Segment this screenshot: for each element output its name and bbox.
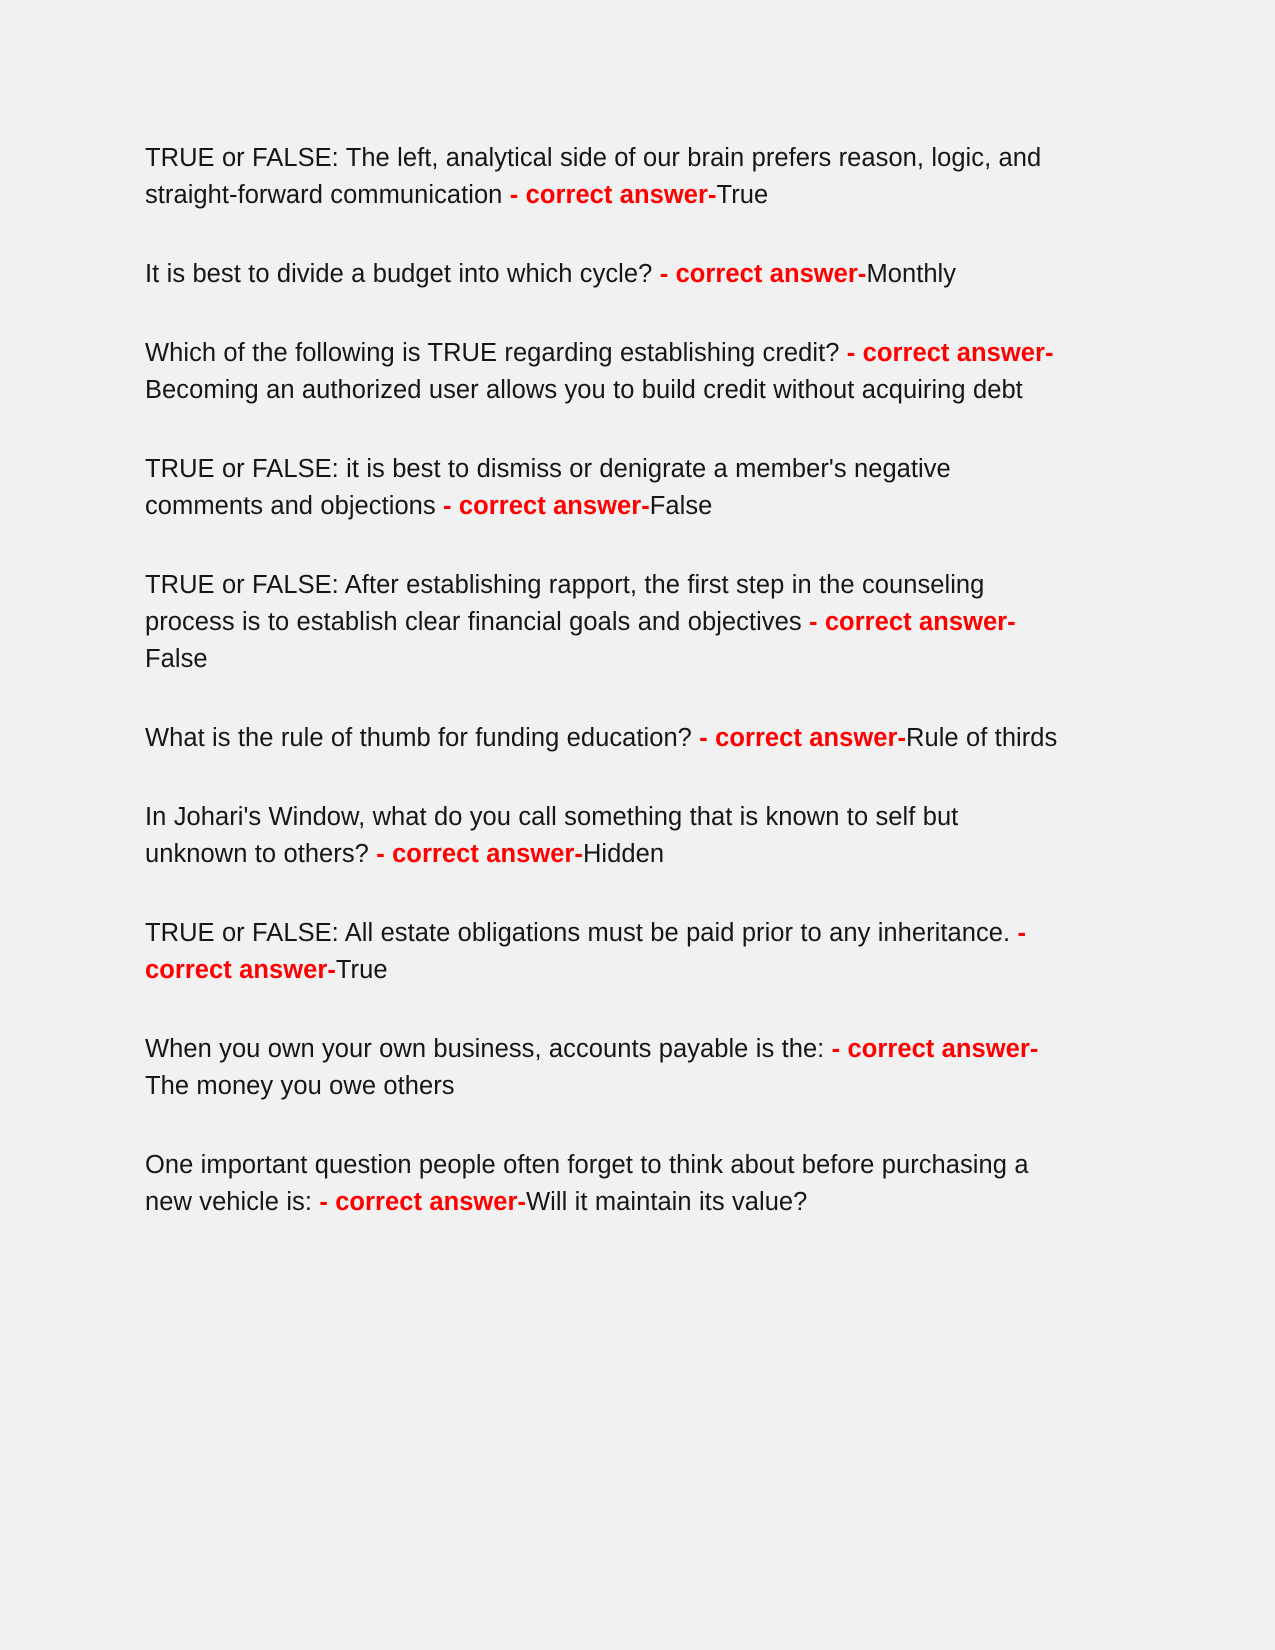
answer-text: Will it maintain its value?	[526, 1188, 808, 1216]
question-text: Which of the following is TRUE regarding establishing credit?	[145, 339, 847, 367]
qa-list	[145, 140, 1060, 1221]
question-text: TRUE or FALSE: All estate obligations must be paid prior to any inheritance.	[145, 919, 1018, 947]
correct-answer-tag: - correct answer-	[443, 492, 650, 520]
answer-text: The money you owe others	[145, 1072, 455, 1100]
question-text: In Johari's Window, what do you call something that is known to self but unknown to others?	[145, 803, 959, 868]
correct-answer-tag: - correct answer-	[659, 260, 867, 288]
answer-text: Monthly	[866, 260, 957, 288]
question-text: TRUE or FALSE: The left, analytical side of our brain prefers reason, logic, and straight-forward communication	[145, 144, 1042, 209]
answer-text: Rule of thirds	[906, 724, 1058, 752]
question-text: TRUE or FALSE: it is best to dismiss or denigrate a member's negative comments and objections	[145, 455, 951, 520]
correct-answer-tag: - correct answer-	[808, 608, 1016, 636]
correct-answer-tag: - correct answer-	[319, 1188, 527, 1216]
qa-item	[145, 720, 1060, 757]
answer-text: True	[716, 181, 769, 209]
qa-item	[145, 335, 1060, 409]
question-text: What is the rule of thumb for funding education?	[145, 724, 700, 752]
correct-answer-tag: - correct answer-	[846, 339, 1054, 367]
correct-answer-tag: - correct answer-	[699, 724, 906, 752]
correct-answer-tag: - correct answer-	[831, 1035, 1039, 1063]
answer-text: True	[335, 956, 388, 984]
qa-item	[145, 451, 1060, 525]
correct-answer-tag: - correct answer-	[509, 181, 717, 209]
answer-text: False	[145, 645, 208, 673]
correct-answer-tag: - correct answer-	[376, 840, 583, 868]
question-text: It is best to divide a budget into which cycle?	[145, 260, 660, 288]
answer-text: Hidden	[582, 840, 665, 868]
qa-item	[145, 915, 1060, 989]
question-text: One important question people often forget to think about before purchasing a new vehicle is:	[145, 1151, 1029, 1216]
qa-item	[145, 799, 1060, 873]
question-text: TRUE or FALSE: After establishing rapport, the first step in the counseling process is to establish clear financial goals and objectives	[145, 571, 985, 636]
qa-item	[145, 567, 1060, 678]
qa-item	[145, 1147, 1060, 1221]
qa-item	[145, 1031, 1060, 1105]
qa-item	[145, 256, 1060, 293]
qa-item	[145, 140, 1060, 214]
answer-text: Becoming an authorized user allows you to build credit without acquiring debt	[145, 376, 1023, 404]
correct-answer-tag: - correct answer-	[145, 919, 1027, 984]
question-text: When you own your own business, accounts payable is the:	[145, 1035, 832, 1063]
answer-text: False	[649, 492, 713, 520]
